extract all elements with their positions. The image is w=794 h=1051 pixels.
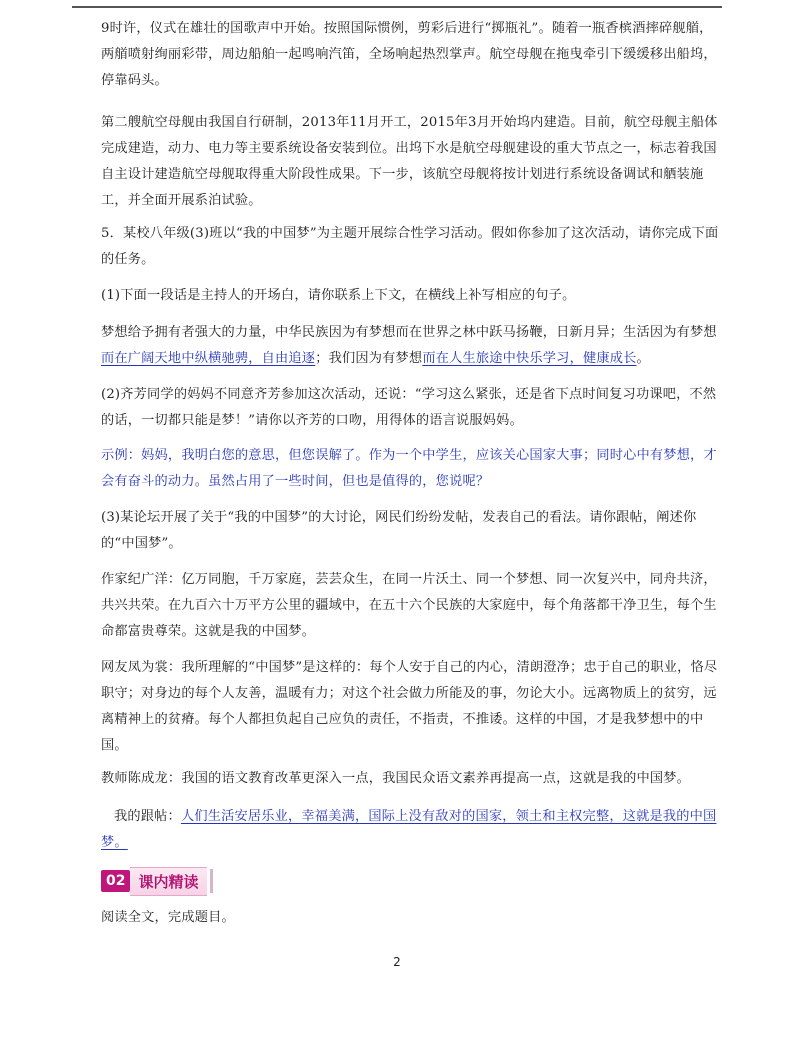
paragraph-ceremony: 9时许，仪式在雄壮的国歌声中开始。按照国际惯例，剪彩后进行“掷瓶礼”。随着一瓶香槟酒摔碎舰艏，两艏喷射绚丽彩带，周边船舶一起鸣响汽笛，全场响起热烈掌声。航空母舰在拖曳牵引下缓缓移出船坞，停靠码头。 [101, 21, 717, 88]
forum-post-teacher: 教师陈成龙：我国的语文教育改革更深入一点，我国民众语文素养再提高一点，这就是我的中国梦。 [101, 771, 691, 786]
my-reply [101, 804, 723, 856]
dream-text-a: 梦想给予拥有者强大的力量，中华民族因为有梦想而在世界之林中跃马扬鞭，日新月异；生活因为有梦想 [101, 325, 717, 340]
section-header [101, 867, 213, 895]
my-reply-answer: 人们生活安居乐业，幸福美满，国际上没有敌对的国家，领土和主权完整，这就是我的中国梦。 [101, 809, 717, 850]
question-5-part-2: (2)齐芳同学的妈妈不同意齐芳参加这次活动，还说：“学习这么紧张，还是省下点时间复习功课吧，不然的话，一切都只能是梦！”请你以齐芳的口吻，用得体的语言说服妈妈。 [101, 387, 717, 428]
question-5-part-3: (3)某论坛开展了关于“我的中国梦”的大讨论，网民们纷纷发帖，发表自己的看法。请你跟帖，阐述你的“中国梦”。 [101, 510, 697, 551]
question-5-part-1: (1)下面一段话是主持人的开场白，请你联系上下文，在横线上补写相应的句子。 [101, 288, 576, 303]
section-title: 课内精读 [130, 867, 206, 896]
reading-instruction: 阅读全文，完成题目。 [101, 910, 235, 925]
my-reply-label: 我的跟帖： [114, 809, 181, 824]
page-number: 2 [393, 955, 401, 969]
dream-text-b: ；我们因为有梦想 [315, 351, 423, 366]
answer-blank-2: 而在人生旅途中快乐学习，健康成长 [422, 351, 637, 366]
dream-paragraph [101, 320, 723, 372]
section-number: 02 [101, 870, 130, 892]
section-decor [210, 869, 213, 893]
paragraph-second-carrier: 第二艘航空母舰由我国自行研制，2013年11月开工，2015年3月开始坞内建造。目前，航空母舰主船体完成建造，动力、电力等主要系统设备安装到位。出坞下水是航空母舰建设的重大节点之一，标志着我国自主设计建造航空母舰取得重大阶段性成果。下一步，该航空母舰将按计划进行系统设备调试和舾装施工，并全面开展系泊试验。 [101, 115, 718, 208]
question-5: 5．某校八年级(3)班以“我的中国梦”为主题开展综合性学习活动。假如你参加了这次活动，请你完成下面的任务。 [101, 226, 719, 267]
forum-post-netizen: 网友凤为裳：我所理解的“中国梦”是这样的：每个人安于自己的内心，清朗澄净；忠于自己的职业，恪尽职守；对身边的每个人友善，温暖有力；对这个社会做力所能及的事，勿论大小。远离物质上的贫穷，远离精神上的贫瘠。每个人都担负起自己应负的责任，不指责，不推诿。这样的中国，才是我梦想中的中国。 [101, 660, 718, 753]
dream-text-c: 。 [636, 351, 650, 366]
forum-post-writer: 作家纪广洋：亿万同胞，千万家庭，芸芸众生，在同一片沃土、同一个梦想、同一次复兴中，同舟共济，共兴共荣。在九百六十万平方公里的疆域中，在五十六个民族的大家庭中，每个角落都干净卫生，每个生命都富贵尊荣。这就是我的中国梦。 [101, 572, 717, 639]
answer-example: 示例：妈妈，我明白您的意思，但您误解了。作为一个中学生，应该关心国家大事；同时心中有梦想，才会有奋斗的动力。虽然占用了一些时间，但也是值得的，您说呢？ [101, 448, 717, 489]
answer-blank-1: 而在广阔天地中纵横驰骋，自由追逐 [101, 351, 316, 366]
header-rule [72, 6, 722, 8]
